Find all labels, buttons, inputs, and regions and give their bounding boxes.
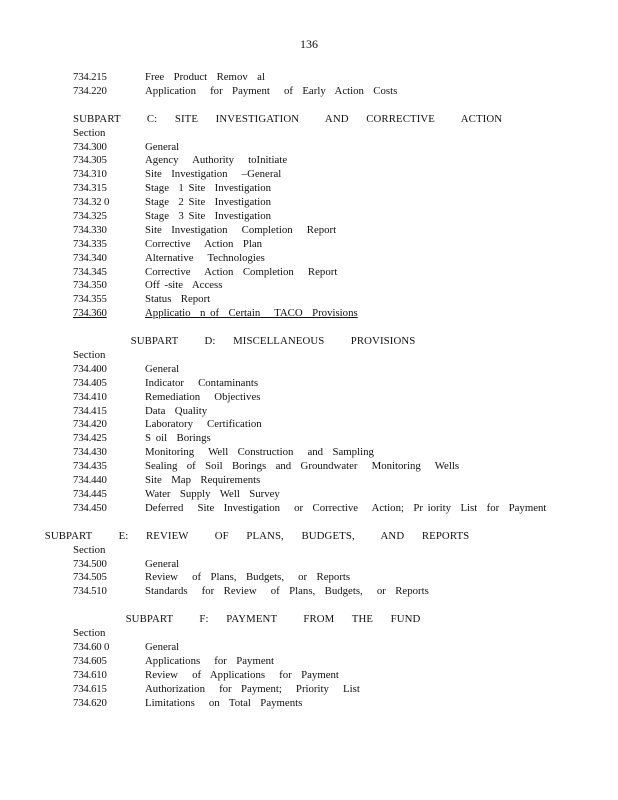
section-title: Review of Applications for Payment (145, 668, 339, 681)
toc-row (73, 168, 553, 182)
section-title: General (145, 362, 180, 375)
section-number: 734.440 (73, 474, 107, 487)
section-title: Laboratory Certification (145, 418, 262, 431)
section-number: 734.400 (73, 362, 107, 375)
section-title: Stage 2 Site Investigation (145, 196, 272, 209)
section-title: Agency Authority toInitiate (145, 154, 288, 167)
section-number: 734.325 (73, 210, 107, 223)
page-number: 136 (300, 37, 318, 51)
section-number: 734.610 (73, 668, 107, 681)
toc-row (73, 391, 553, 405)
subpart-e-heading: SUBPART E: REVIEW OF PLANS, BUDGETS, AND REPORTS (44, 529, 470, 542)
section-title: Review of Plans, Budgets, or Reports (145, 571, 351, 584)
toc-row (73, 71, 553, 85)
subpart-c-heading: SUBPART C: SITE INVESTIGATION AND CORRECTIVE ACTION (73, 112, 503, 125)
section-title: Deferred Site Investigation or Corrective Action; Pr iority List for Payment (145, 501, 547, 514)
section-title: Indicator Contaminants (145, 376, 259, 389)
toc-row (73, 182, 553, 196)
toc-row (73, 238, 553, 252)
section-title: Application for Payment of Early Action Costs (145, 84, 398, 97)
section-title: Water Supply Well Survey (145, 487, 280, 500)
section-title: Status Report (145, 293, 211, 306)
section-title: Alternative Technologies (145, 251, 265, 264)
section-label: Section (73, 543, 106, 556)
toc-row (73, 377, 553, 391)
section-title: Data Quality (145, 404, 208, 417)
section-title: Monitoring Well Construction and Sampling (145, 446, 374, 459)
toc-row (73, 585, 553, 599)
section-number: 734.330 (73, 223, 107, 236)
toc-row (73, 474, 553, 488)
toc-row (73, 224, 553, 238)
section-title: Standards for Review of Plans, Budgets, or Reports (145, 585, 429, 598)
section-title: S oil Borings (145, 432, 211, 445)
section-number: 734.315 (73, 182, 107, 195)
section-title: General (145, 640, 180, 653)
section-number: 734.340 (73, 251, 107, 264)
toc-row (73, 154, 553, 168)
section-number: 734.310 (73, 168, 107, 181)
section-label: Section (73, 126, 106, 139)
table-of-contents (44, 71, 553, 710)
section-number: 734.32 0 (73, 196, 110, 209)
section-title: General (145, 557, 180, 570)
section-number: 734.360 (73, 307, 107, 320)
toc-row (73, 293, 553, 307)
section-number: 734.505 (73, 571, 107, 584)
section-number: 734.430 (73, 446, 107, 459)
toc-row (73, 655, 553, 669)
toc-row (73, 641, 553, 655)
section-title: Stage 1 Site Investigation (145, 182, 272, 195)
toc-row (73, 502, 553, 516)
section-title: Corrective Action Completion Report (145, 265, 338, 278)
toc-row (73, 460, 553, 474)
section-number: 734.415 (73, 404, 107, 417)
section-number: 734.410 (73, 390, 107, 403)
section-number: 734.425 (73, 432, 107, 445)
toc-row (73, 196, 553, 210)
section-number: 734.605 (73, 654, 107, 667)
section-title: Limitations on Total Payments (145, 696, 303, 709)
section-title: Applicatio n of Certain TACO Provisions (145, 307, 358, 320)
section-label: Section (73, 627, 106, 640)
toc-row (73, 571, 553, 585)
section-number: 734.435 (73, 460, 107, 473)
section-number: 734.305 (73, 154, 107, 167)
subpart-d-heading: SUBPART D: MISCELLANEOUS PROVISIONS (130, 335, 416, 348)
toc-row (73, 405, 553, 419)
section-number: 734.60 0 (73, 640, 110, 653)
toc-row (73, 252, 553, 266)
section-label: Section (73, 349, 106, 362)
section-title: Remediation Objectives (145, 390, 261, 403)
section-title: Site Investigation –General (145, 168, 282, 181)
section-number: 734.510 (73, 585, 107, 598)
toc-row (73, 697, 553, 711)
section-title: Site Map Requirements (145, 474, 261, 487)
toc-row (73, 307, 553, 321)
section-number: 734.445 (73, 487, 107, 500)
section-title: Site Investigation Completion Report (145, 223, 337, 236)
section-title: Corrective Action Plan (145, 237, 263, 250)
section-title: Off -site Access (145, 279, 223, 292)
section-number: 734.450 (73, 501, 107, 514)
section-number: 734.405 (73, 376, 107, 389)
section-number: 734.350 (73, 279, 107, 292)
section-number: 734.420 (73, 418, 107, 431)
subpart-f-heading: SUBPART F: PAYMENT FROM THE FUND (125, 613, 421, 626)
section-number: 734.500 (73, 557, 107, 570)
section-title: Stage 3 Site Investigation (145, 210, 272, 223)
toc-row (73, 363, 553, 377)
toc-row (73, 432, 553, 446)
toc-row (73, 279, 553, 293)
toc-row (73, 683, 553, 697)
section-number: 734.615 (73, 682, 107, 695)
section-number: 734.620 (73, 696, 107, 709)
toc-row (73, 210, 553, 224)
section-title: Applications for Payment (145, 654, 275, 667)
toc-row (73, 266, 553, 280)
section-title: General (145, 140, 180, 153)
toc-row (73, 85, 553, 99)
toc-row (73, 446, 553, 460)
section-number: 734.355 (73, 293, 107, 306)
toc-row (73, 141, 553, 155)
toc-row (73, 669, 553, 683)
section-number: 734.300 (73, 140, 107, 153)
toc-row (73, 558, 553, 572)
section-title: Free Product Remov al (145, 71, 265, 83)
section-number: 734.345 (73, 265, 107, 278)
section-title: Authorization for Payment; Priority List (145, 682, 360, 695)
toc-row (73, 418, 553, 432)
section-number: 734.335 (73, 237, 107, 250)
toc-row (73, 488, 553, 502)
section-number: 734.215 (73, 71, 107, 83)
section-title: Sealing of Soil Borings and Groundwater Monitoring Wells (145, 460, 460, 473)
section-number: 734.220 (73, 84, 107, 97)
